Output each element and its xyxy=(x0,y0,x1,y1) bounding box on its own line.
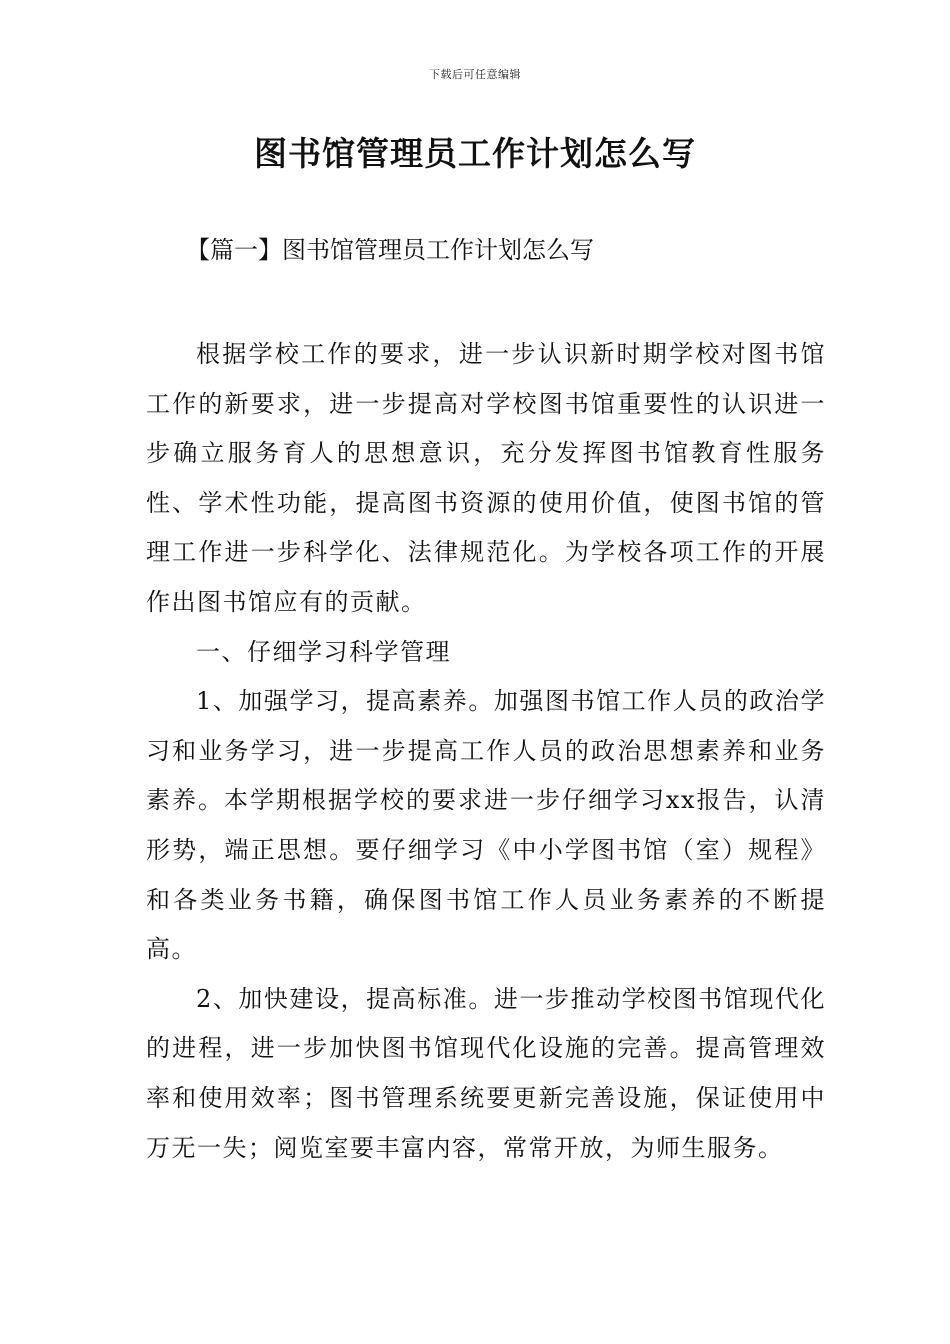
paragraph-item-two: 2、加快建设，提高标准。进一步推动学校图书馆现代化的进程，进一步加快图书馆现代化设施的完善。提高管理效率和使用效率；图书管理系统要更新完善设施，保证使用中万无一失；阅览室要丰富内容，常常开放，为师生服务。 xyxy=(146,984,826,1162)
paragraph-heading-one: 一、仔细学习科学管理 xyxy=(196,637,451,666)
paragraph-item-one: 1、加强学习，提高素养。加强图书馆工作人员的政治学习和业务学习，进一步提高工作人员的政治思想素养和业务素养。本学期根据学校的要求进一步仔细学习xx报告，认清形势，端正思想。要仔细学习《中小学图书馆（室）规程》和各类业务书籍，确保图书馆工作人员业务素养的不断提高。 xyxy=(146,687,826,964)
document-title: 图书馆管理员工作计划怎么写 xyxy=(254,134,696,173)
section-heading: 【篇一】图书馆管理员工作计划怎么写 xyxy=(186,236,594,264)
header-note: 下载后可任意编辑 xyxy=(429,68,521,81)
paragraph-intro: 根据学校工作的要求，进一步认识新时期学校对图书馆工作的新要求，进一步提高对学校图书馆重要性的认识进一步确立服务育人的思想意识，充分发挥图书馆教育性服务性、学术性功能，提高图书资源的使用价值，使图书馆的管理工作进一步科学化、法律规范化。为学校各项工作的开展作出图书馆应有的贡献。 xyxy=(146,340,826,616)
document-body xyxy=(146,330,826,1173)
